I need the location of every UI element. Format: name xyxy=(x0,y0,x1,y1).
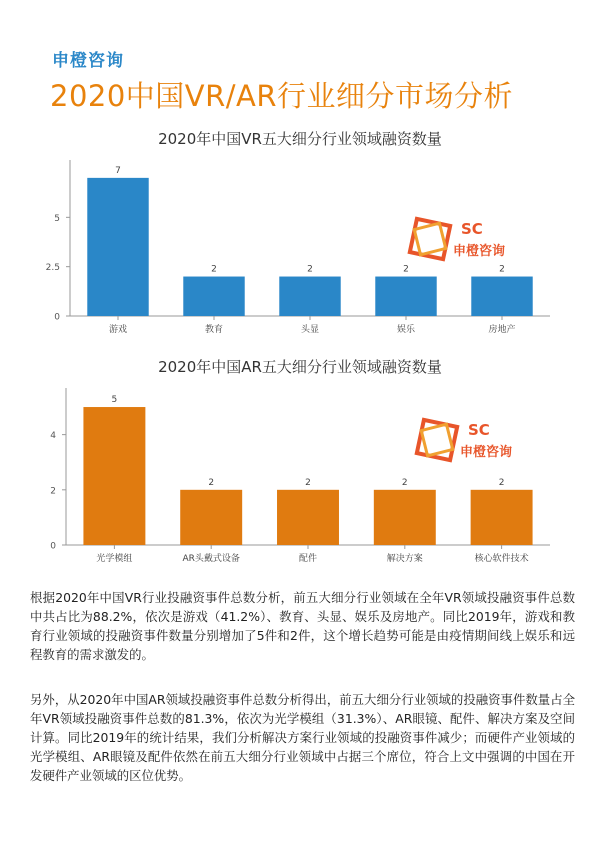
vr-bar xyxy=(183,277,244,316)
vr-category-label: 娱乐 xyxy=(396,325,416,335)
sc-logo-mark: SC xyxy=(461,220,483,238)
vr-y-tick-label: 0 xyxy=(54,312,60,323)
ar-data-label: 2 xyxy=(401,477,408,488)
vr-chart-title: 2020年中国VR五大细分行业领域融资数量 xyxy=(158,130,442,148)
vr-data-label: 2 xyxy=(307,264,313,275)
vr-y-tick-label: 5 xyxy=(54,213,60,224)
analysis-paragraph-ar: 另外，从2020年中国AR领域投融资事件总数分析得出，前五大细分行业领域的投融资事件数量占全年VR领域投融资事件总数的81.3%，依次为光学模组（31.3%）、AR眼镜、配件、解决方案及空间计算。同比2019年的统计结果，我们分析解决方案行业领域的投融资事件减少；而硬件产业领域的光学模组、AR眼镜及配件依然在前五大细分行业领域中占据三个席位，符合上文中强调的中国在开发硬件产业领域的区位优势。 xyxy=(30,692,575,783)
vr-bar xyxy=(375,277,436,316)
ar-chart-title: 2020年中国AR五大细分行业领域融资数量 xyxy=(158,358,442,376)
ar-bar xyxy=(180,490,242,545)
sc-logo-2-mark-icon xyxy=(417,420,457,460)
ar-category-label: 配件 xyxy=(298,554,318,564)
ar-y-tick-label: 4 xyxy=(50,431,56,442)
vr-data-label: 2 xyxy=(211,264,217,275)
ar-data-label: 5 xyxy=(111,395,118,406)
ar-category-label: 核心软件技术 xyxy=(474,554,529,564)
ar-y-tick-label: 2 xyxy=(50,486,56,497)
vr-data-label: 2 xyxy=(499,264,505,275)
vr-data-label: 2 xyxy=(403,264,409,275)
ar-bar xyxy=(83,407,145,545)
sc-logo-2-mark: SC xyxy=(468,421,490,439)
vr-bar xyxy=(87,178,148,316)
vr-bar xyxy=(279,277,340,316)
sc-logo xyxy=(403,212,553,268)
ar-data-label: 2 xyxy=(208,477,215,488)
sc-logo-2-text: 申橙咨询 xyxy=(460,445,513,460)
vr-bar xyxy=(471,277,532,316)
ar-bar-chart xyxy=(0,378,600,578)
vr-category-label: 头显 xyxy=(300,325,320,335)
vr-category-label: 教育 xyxy=(204,325,224,335)
ar-data-label: 2 xyxy=(305,477,311,488)
vr-data-label: 7 xyxy=(115,165,121,176)
analysis-paragraph-vr: 根据2020年中国VR行业投融资事件总数分析，前五大细分行业领域在全年VR领域投融资事件总数中共占比为88.2%，依次是游戏（41.2%）、教育、头显、娱乐及房地产。同比2019年，游戏和教育行业领域的投融资事件数量分别增加了5件和2件，这个增长趋势可能是由疫情期间线上娱乐和远程教育的需求激发的。 xyxy=(30,590,575,662)
brand-name: 申橙咨询 xyxy=(52,51,124,71)
ar-category-label: 解决方案 xyxy=(386,554,423,564)
vr-y-tick-label: 2.5 xyxy=(45,263,60,274)
sc-logo-mark-icon xyxy=(410,219,450,259)
ar-data-label: 2 xyxy=(498,477,505,488)
ar-category-label: 光学模组 xyxy=(96,554,133,564)
vr-category-label: 房地产 xyxy=(488,325,516,335)
ar-bar xyxy=(374,490,436,545)
vr-category-label: 游戏 xyxy=(108,325,128,335)
page-title: 2020中国VR/AR行业细分市场分析 xyxy=(50,79,514,113)
sc-logo-text: 申橙咨询 xyxy=(453,244,506,259)
ar-bar xyxy=(277,490,339,545)
ar-bar xyxy=(471,490,533,545)
ar-y-tick-label: 0 xyxy=(50,541,56,552)
sc-logo-2 xyxy=(410,413,560,469)
ar-category-label: AR头戴式设备 xyxy=(182,554,240,564)
